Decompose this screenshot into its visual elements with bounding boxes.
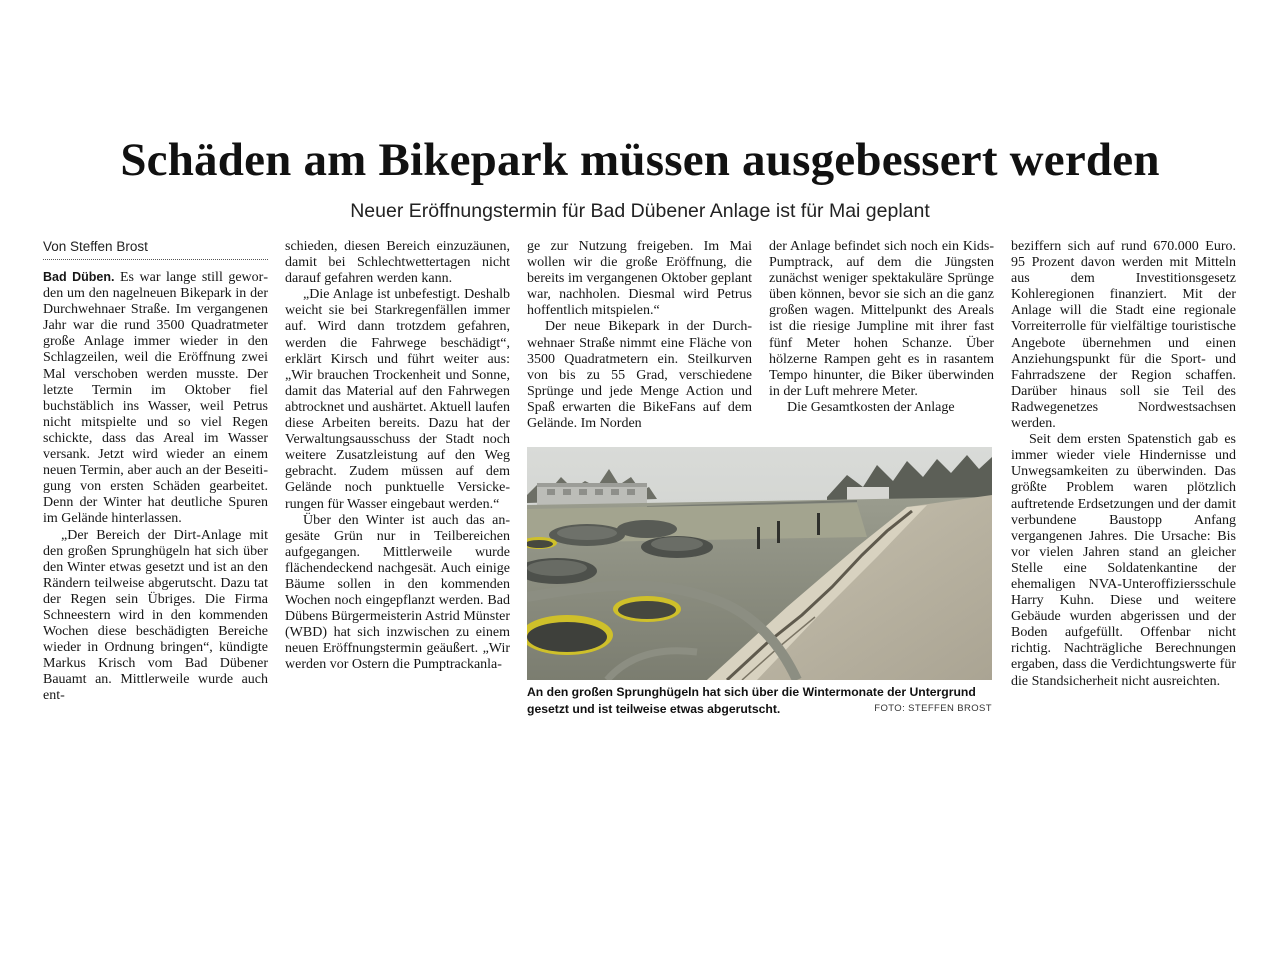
paragraph: beziffern sich auf rund 670.000 Euro. 95 Prozent davon werden mit Mitteln aus dem Investitionsgesetz Kohleregionen finanziert. Mit der Anlage will die Stadt eine regionale Vorreiterrolle für vielfältige touristische Angebote übernehmen und einen Anziehungspunkt für die Sport- und Fahrradszene der Region schaffen. Darüber hinaus soll sie Teil des Radwegenetzes Nordwestsachsen werden. bbox=[1011, 239, 1236, 432]
paragraph bbox=[43, 269, 268, 528]
byline: Von Steffen Brost bbox=[43, 239, 268, 260]
paragraph: Der neue Bikepark in der Durchwehnaer Straße nimmt eine Fläche von 3500 Quadratmetern ein. Steilkurven von bis zu 55 Grad, verschiedene Sprünge und jede Menge Action und Spaß erwarten die BikeFans auf dem Gelände. Im Norden bbox=[527, 319, 752, 432]
paragraph: „Die Anlage ist unbefestigt. Deshalb weicht sie bei Starkregenfällen immer auf. Wird dann trotzdem gefahren, werden die Fahrwege beschädigt“, erklärt Kirsch und führt weiter aus: „Wir brauchen Trockenheit und Sonne, damit das Material auf den Fahrwegen abtrocknet und aushärtet. Aktuell laufen diese Arbeiten bereits. Dazu hat der Verwaltungsausschuss der Stadt noch weitere Zusatzleistung auf den Weg gebracht. Zudem müssen auf dem Gelände noch punktuelle Versickerungen für Wasser eingebaut werden.“ bbox=[285, 287, 510, 512]
paragraph-text: Es war lange still geworden um den nagelneuen Bikepark in der Durchwehnaer Straße. Im vergangenen Jahr war die rund 3500 Quadratmeter große Anlage immer wieder in den Schlagzeilen, weil die Eröffnung zwei Mal verschoben werden musste. Der letzte Termin im Oktober fiel buchstäblich ins Wasser, weil Petrus nicht mitspielte und so viel Regen schickte, dass das Areal im Wasser versank. Jetzt wird wieder an einem neuen Termin, aber auch an der Beseitigung von ersten Schäden gearbeitet. Denn der Winter hat deutliche Spuren im Gelände hinterlassen. bbox=[43, 270, 269, 527]
dateline-place: Bad Düben. bbox=[43, 270, 115, 284]
paragraph: Seit dem ersten Spatenstich gab es immer wieder viele Hindernisse und Unwegsamkeiten zu überwinden. Das größte Problem waren plötzlich auftretende Erdsetzungen und der damit verbundene Baustopp Anfang vergangenen Jahres. Die Ursache: Bis vor vielen Jahren stand an gleicher Stelle eine Soldatenkantine der ehemaligen NVA-Unteroffiziersschule Harry Kuhn. Diese und weitere Gebäude wurden abgerissen und der Boden aufgefüllt. Offenbar nicht richtig. Nachträgliche Berechnungen ergaben, dass die Verdichtungswerte für die Standsicherheit nicht ausreichten. bbox=[1011, 432, 1236, 689]
headline: Schäden am Bikepark müssen ausgebessert werden bbox=[120, 134, 1160, 186]
photo-credit: FOTO: STEFFEN BROST bbox=[874, 702, 992, 714]
bikepark-photo bbox=[527, 447, 992, 680]
column-1 bbox=[43, 239, 268, 705]
paragraph: Die Gesamtkosten der Anlage bbox=[787, 399, 955, 415]
column-4 bbox=[769, 239, 994, 416]
column-2 bbox=[285, 239, 510, 674]
column-3 bbox=[527, 239, 752, 432]
paragraph: der Anlage befindet sich noch ein Kids-Pumptrack, auf dem die Jüngsten zunächst weniger spektakuläre Sprünge üben können, bevor sie sich an die ganz großen wagen. Mittelpunkt des Areals ist die riesige Jumpline mit ihrer fast fünf Meter hohen Schanze. Über hölzerne Rampen geht es in rasantem Tempo hinunter, die Biker überwinden in der Luft mehrere Meter. bbox=[769, 239, 994, 399]
column-5 bbox=[1011, 239, 1236, 690]
caption-text: An den großen Sprunghügeln hat sich über die Wintermonate der Untergrund gesetzt und ist teilweise etwas abgerutscht. bbox=[527, 685, 976, 716]
paragraph: Über den Winter ist auch das angesäte Grün nur in Teilbereichen aufgegangen. Mittlerweile wurde flächendeckend nachgesät. Auch einige Bäume sollen in den kommenden Wochen noch eingepflanzt werden. Bad Dübens Bürgermeisterin Astrid Münster (WBD) hat sich inzwischen zu einem neuen Eröffnungstermin geäußert. „Wir werden vor Ostern die Pumptrackanla- bbox=[285, 512, 510, 673]
photo-caption bbox=[527, 684, 992, 717]
paragraph: schieden, diesen Bereich einzuzäunen, damit bei Schlechtwettertagen nicht darauf gefahren werden kann. bbox=[285, 239, 510, 287]
paragraph: ge zur Nutzung freigeben. Im Mai wollen wir die große Eröffnung, die bereits im vergangenen Oktober geplant war, nachholen. Diesmal wird Petrus hoffentlich mitspielen.“ bbox=[527, 239, 752, 319]
bikepark-photo-illustration bbox=[527, 447, 992, 680]
paragraph: „Der Bereich der Dirt-Anlage mit den großen Sprunghügeln hat sich über den Winter etwas gesetzt und ist an den Rändern teilweise abgerutscht. Dazu tat der Regen sein Übriges. Die Firma Schneestern wird in den kommenden Wochen diese beschädigten Bereiche wieder in Ordnung bringen“, kündigte Markus Krisch vom Bad Dübener Bauamt an. Mittlerweile wurde auch ent- bbox=[43, 527, 268, 704]
subtitle: Neuer Eröffnungstermin für Bad Dübener Anlage ist für Mai geplant bbox=[350, 200, 930, 222]
